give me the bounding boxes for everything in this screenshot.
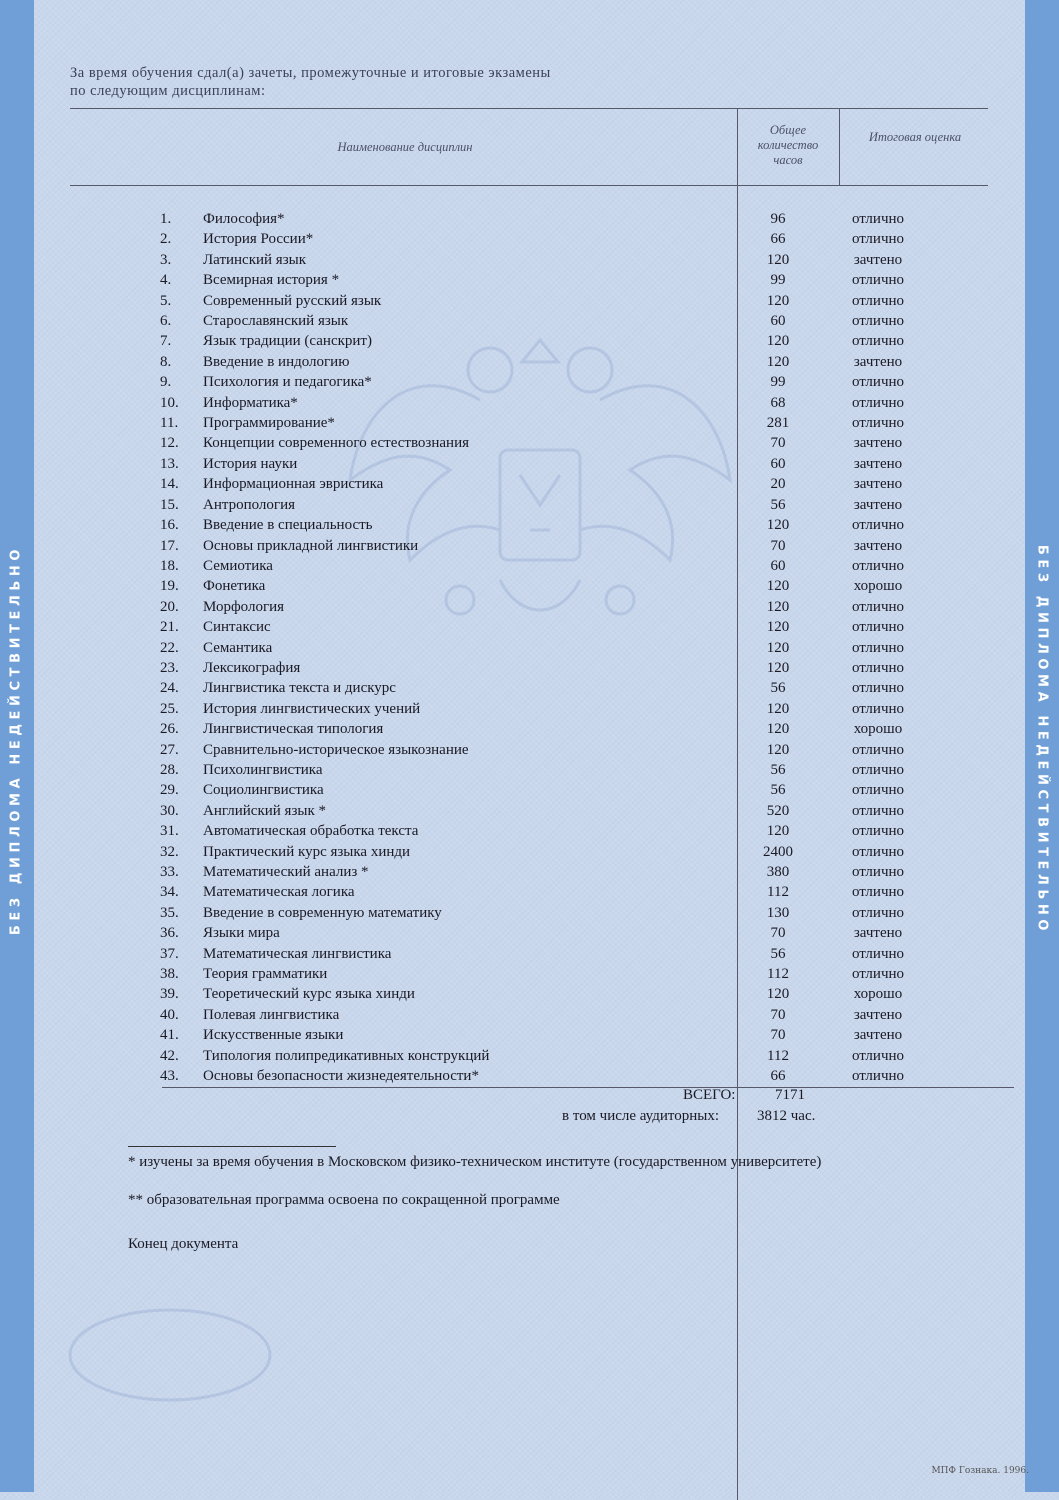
grade-value: отлично <box>851 884 905 901</box>
header-discipline: Наименование дисциплин <box>337 140 473 154</box>
total-label: ВСЕГО: <box>683 1087 736 1103</box>
row-number: 6. <box>160 313 172 330</box>
row-number: 23. <box>160 659 179 676</box>
grade-value: отлично <box>851 782 905 799</box>
table-row <box>160 1005 937 1025</box>
table-row <box>160 413 937 433</box>
discipline-name: Программирование* <box>203 415 335 432</box>
header-grade: Итоговая оценка <box>868 130 962 144</box>
table-row <box>160 699 937 719</box>
discipline-name: Полевая лингвистика <box>203 1006 340 1023</box>
table-row <box>160 760 937 780</box>
row-number: 35. <box>160 904 179 921</box>
hours-value: 68 <box>770 394 786 411</box>
row-number: 20. <box>160 598 179 615</box>
table-row <box>160 944 937 964</box>
auditory-label: в том числе аудиторных: <box>562 1108 720 1124</box>
hours-value: 112 <box>767 884 789 901</box>
grade-value: зачтено <box>853 476 903 493</box>
row-number: 4. <box>160 272 172 289</box>
grade-value: отлично <box>851 1047 905 1064</box>
row-number: 39. <box>160 986 179 1003</box>
table-row <box>160 903 937 923</box>
hours-value: 112 <box>767 1047 789 1064</box>
grade-value: отлично <box>851 864 905 880</box>
grade-value: отлично <box>851 333 905 350</box>
hours-value: 130 <box>766 904 790 921</box>
grade-value: отлично <box>851 680 905 697</box>
grade-value: отлично <box>851 904 905 921</box>
row-number: 38. <box>160 966 179 983</box>
row-number: 16. <box>160 517 179 534</box>
row-number: 15. <box>160 496 179 513</box>
row-number: 28. <box>160 761 179 778</box>
hours-value: 120 <box>766 700 790 717</box>
hours-value: 70 <box>770 1006 786 1023</box>
grade-value: отлично <box>851 272 905 289</box>
row-number: 18. <box>160 557 179 574</box>
hours-value: 60 <box>770 455 786 472</box>
hours-value: 120 <box>766 578 790 595</box>
grade-value: отлично <box>851 945 905 962</box>
row-number: 17. <box>160 537 179 554</box>
table-row <box>160 1025 937 1045</box>
table-row <box>160 719 937 739</box>
table-row <box>160 984 937 1004</box>
grade-value: отлично <box>851 231 905 248</box>
discipline-name: Семиотика <box>203 557 273 574</box>
grade-value: зачтено <box>853 455 903 472</box>
header-bottom-rule <box>70 185 988 186</box>
discipline-name: Типология полипредикативных конструкций <box>203 1047 490 1064</box>
grade-value: отлично <box>851 823 905 840</box>
hours-value: 120 <box>766 292 790 309</box>
discipline-name: Всемирная история * <box>203 272 340 289</box>
table-row <box>160 229 937 249</box>
grade-value: отлично <box>851 517 905 534</box>
row-number: 33. <box>160 864 179 880</box>
hours-value: 70 <box>770 925 786 942</box>
hours-value: 56 <box>770 945 786 962</box>
hours-value: 120 <box>766 598 790 615</box>
row-number: 27. <box>160 741 179 758</box>
discipline-name: Введение в современную математику <box>203 904 442 921</box>
discipline-name: История лингвистических учений <box>203 700 421 717</box>
header-top-rule <box>70 108 988 109</box>
footnote-rule <box>128 1146 336 1147</box>
hours-value: 120 <box>766 986 790 1003</box>
row-number: 10. <box>160 394 179 411</box>
discipline-name: История науки <box>203 455 298 472</box>
discipline-name: Информатика* <box>203 394 298 411</box>
hours-value: 120 <box>766 823 790 840</box>
grade-value: отлично <box>851 598 905 615</box>
discipline-name: Семантика <box>203 639 273 656</box>
table-row <box>160 964 937 984</box>
discipline-name: Психолингвистика <box>203 761 323 778</box>
intro-text <box>70 64 690 100</box>
grade-value: отлично <box>851 619 905 636</box>
hours-value: 120 <box>766 517 790 534</box>
hours-value: 380 <box>766 864 790 880</box>
grade-value: отлично <box>851 843 905 860</box>
faded-stamp-mark <box>60 1300 280 1410</box>
discipline-name: Латинский язык <box>203 251 306 268</box>
row-number: 37. <box>160 945 179 962</box>
discipline-name: Социолингвистика <box>203 782 324 799</box>
disciplines-table <box>160 209 937 1086</box>
grade-value: зачтено <box>853 353 903 370</box>
discipline-name: Практический курс языка хинди <box>203 843 411 860</box>
row-number: 24. <box>160 680 179 697</box>
table-row <box>160 597 937 617</box>
grade-value: отлично <box>851 374 905 391</box>
table-row <box>160 331 937 351</box>
discipline-name: Основы безопасности жизнедеятельности* <box>203 1068 479 1085</box>
row-number: 5. <box>160 292 172 309</box>
row-number: 13. <box>160 455 179 472</box>
hours-value: 56 <box>770 496 786 513</box>
discipline-name: Лексикография <box>203 659 301 676</box>
footnote-1: * изучены за время обучения в Московском физико-техническом институте (государственном университете) <box>128 1154 822 1170</box>
discipline-name: Язык традиции (санскрит) <box>203 333 372 350</box>
discipline-name: Введение в индологию <box>203 353 350 370</box>
hours-value: 120 <box>766 251 790 268</box>
grade-value: отлично <box>851 394 905 411</box>
discipline-name: Основы прикладной лингвистики <box>203 537 419 554</box>
row-number: 3. <box>160 251 172 268</box>
hours-value: 99 <box>770 272 786 289</box>
table-row <box>160 617 937 637</box>
table-row <box>160 209 937 229</box>
hours-value: 70 <box>770 537 786 554</box>
row-number: 41. <box>160 1027 179 1044</box>
hours-value: 112 <box>767 966 789 983</box>
total-value: 7171 <box>775 1087 805 1103</box>
table-row <box>160 658 937 678</box>
hours-value: 70 <box>770 1027 786 1044</box>
grade-value: отлично <box>851 1068 905 1085</box>
table-row <box>160 270 937 290</box>
discipline-name: Старославянский язык <box>203 313 349 330</box>
discipline-name: Искусственные языки <box>203 1027 344 1044</box>
grade-value: отлично <box>851 639 905 656</box>
table-row <box>160 352 937 372</box>
table-row <box>160 801 937 821</box>
discipline-name: Антропология <box>203 496 295 513</box>
hours-value: 56 <box>770 680 786 697</box>
table-row <box>160 678 937 698</box>
row-number: 22. <box>160 639 179 656</box>
row-number: 25. <box>160 700 179 717</box>
grade-value: отлично <box>851 557 905 574</box>
right-band-text: БЕЗ ДИПЛОМА НЕДЕЙСТВИТЕЛЬНО <box>1034 544 1050 936</box>
table-row <box>160 638 937 658</box>
table-row <box>160 393 937 413</box>
row-number: 32. <box>160 843 179 860</box>
discipline-name: Лингвистика текста и дискурс <box>203 680 396 697</box>
hours-value: 2400 <box>763 843 793 860</box>
hours-value: 70 <box>770 435 786 452</box>
table-row <box>160 495 937 515</box>
discipline-name: Языки мира <box>203 925 280 942</box>
discipline-name: Фонетика <box>203 578 266 595</box>
table-row <box>160 923 937 943</box>
table-row <box>160 515 937 535</box>
discipline-name: Теория грамматики <box>203 966 328 983</box>
table-row <box>160 780 937 800</box>
row-number: 26. <box>160 721 179 738</box>
discipline-name: Сравнительно-историческое языкознание <box>203 741 469 758</box>
grade-value: зачтено <box>853 1027 903 1044</box>
hours-value: 60 <box>770 313 786 330</box>
grade-value: отлично <box>851 211 905 227</box>
auditory-value: 3812 час. <box>757 1108 816 1124</box>
table-bottom-rule <box>162 1087 1014 1088</box>
grade-value: отлично <box>851 415 905 432</box>
table-row <box>160 882 937 902</box>
table-row <box>160 740 937 760</box>
discipline-name: Математическая лингвистика <box>203 945 392 962</box>
table-row <box>160 1046 937 1066</box>
grade-value: хорошо <box>853 721 903 738</box>
header-hours: Общее количество часов <box>757 123 819 167</box>
hours-value: 120 <box>766 353 790 370</box>
row-number: 12. <box>160 435 179 452</box>
row-number: 9. <box>160 374 172 391</box>
discipline-name: Информационная эвристика <box>203 476 384 493</box>
row-number: 2. <box>160 231 172 248</box>
table-row <box>160 474 937 494</box>
grade-value: отлично <box>851 700 905 717</box>
hours-value: 120 <box>766 741 790 758</box>
row-number: 11. <box>160 415 179 432</box>
hours-value: 120 <box>766 333 790 350</box>
grade-value: зачтено <box>853 925 903 942</box>
row-number: 40. <box>160 1006 179 1023</box>
table-row <box>160 536 937 556</box>
hours-value: 66 <box>770 1068 786 1085</box>
hours-value: 66 <box>770 231 786 248</box>
row-number: 19. <box>160 578 179 595</box>
grade-value: зачтено <box>853 537 903 554</box>
hours-value: 120 <box>766 659 790 676</box>
discipline-name: Психология и педагогика* <box>203 374 372 391</box>
table-row <box>160 862 937 882</box>
discipline-name: Синтаксис <box>203 619 271 636</box>
intro-line-1: За время обучения сдал(а) зачеты, промежуточные и итоговые экзамены <box>70 65 551 81</box>
row-number: 34. <box>160 884 179 901</box>
hours-value: 120 <box>766 619 790 636</box>
row-number: 30. <box>160 802 179 819</box>
hours-value: 281 <box>766 415 790 432</box>
table-row <box>160 576 937 596</box>
hours-value: 99 <box>770 374 786 391</box>
row-number: 36. <box>160 925 179 942</box>
grade-value: зачтено <box>853 496 903 513</box>
discipline-name: Лингвистическая типология <box>203 721 384 738</box>
discipline-name: Английский язык * <box>203 802 326 819</box>
footnote-2: ** образовательная программа освоена по сокращенной программе <box>128 1192 560 1208</box>
grade-value: зачтено <box>853 1006 903 1023</box>
hours-value: 56 <box>770 761 786 778</box>
discipline-name: Теоретический курс языка хинди <box>203 986 415 1003</box>
discipline-name: Автоматическая обработка текста <box>203 823 419 840</box>
end-of-document: Конец документа <box>128 1236 239 1252</box>
grade-value: отлично <box>851 741 905 758</box>
hours-value: 96 <box>770 211 786 227</box>
row-number: 43. <box>160 1068 179 1085</box>
table-row <box>160 1066 937 1086</box>
discipline-name: История России* <box>203 231 314 248</box>
hours-value: 520 <box>766 802 790 819</box>
grade-value: отлично <box>851 292 905 309</box>
table-row <box>160 250 937 270</box>
row-number: 7. <box>160 333 172 350</box>
hours-value: 20 <box>770 476 786 493</box>
grade-value: отлично <box>851 802 905 819</box>
table-row <box>160 821 937 841</box>
hours-value: 120 <box>766 639 790 656</box>
table-row <box>160 842 937 862</box>
hours-value: 60 <box>770 557 786 574</box>
printer-mark: МПФ Гознака. 1996. <box>931 1466 1029 1476</box>
grade-value: отлично <box>851 313 905 330</box>
discipline-name: Философия* <box>203 211 285 227</box>
table-row <box>160 291 937 311</box>
row-number: 42. <box>160 1047 179 1064</box>
left-band-text: БЕЗ ДИПЛОМА НЕДЕЙСТВИТЕЛЬНО <box>8 544 24 936</box>
hours-value: 56 <box>770 782 786 799</box>
discipline-name: Морфология <box>203 598 285 615</box>
grade-value: хорошо <box>853 986 903 1003</box>
row-number: 8. <box>160 353 172 370</box>
grade-value: отлично <box>851 761 905 778</box>
grade-value: отлично <box>851 966 905 983</box>
discipline-name: Современный русский язык <box>203 292 382 309</box>
table-row <box>160 556 937 576</box>
row-number: 31. <box>160 823 179 840</box>
grade-value: зачтено <box>853 251 903 268</box>
grade-column-divider <box>839 108 840 185</box>
row-number: 1. <box>160 211 172 227</box>
intro-line-2: по следующим дисциплинам: <box>70 83 266 99</box>
row-number: 29. <box>160 782 179 799</box>
grade-value: зачтено <box>853 435 903 452</box>
discipline-name: Математическая логика <box>203 884 355 901</box>
table-row <box>160 433 937 453</box>
row-number: 14. <box>160 476 179 493</box>
discipline-name: Концепции современного естествознания <box>203 435 469 452</box>
grade-value: хорошо <box>853 578 903 595</box>
discipline-name: Введение в специальность <box>203 517 373 534</box>
grade-value: отлично <box>851 659 905 676</box>
discipline-name: Математический анализ * <box>203 864 369 880</box>
table-row <box>160 454 937 474</box>
row-number: 21. <box>160 619 179 636</box>
table-row <box>160 372 937 392</box>
table-row <box>160 311 937 331</box>
hours-value: 120 <box>766 721 790 738</box>
